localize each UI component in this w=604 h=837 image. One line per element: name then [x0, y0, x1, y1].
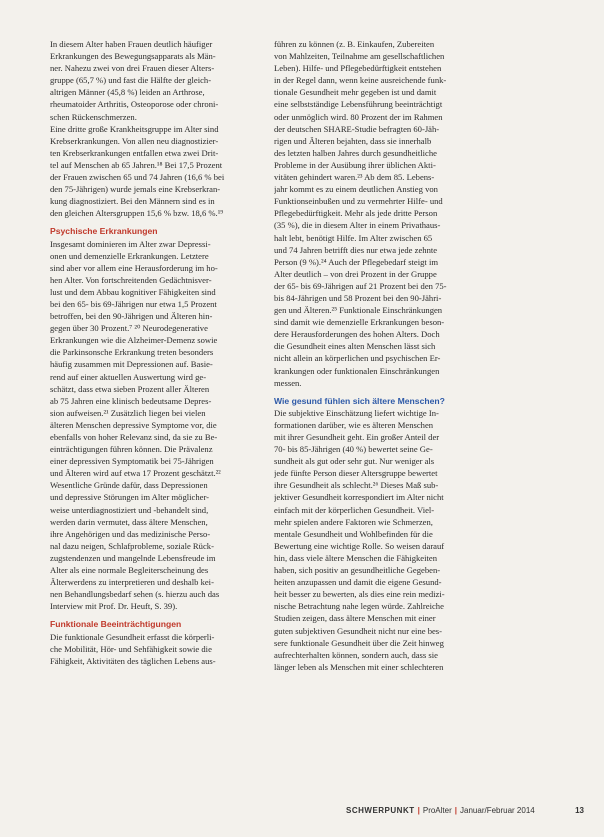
- body-text-line: Studien zeigen, dass ältere Menschen mit einer: [274, 613, 436, 624]
- body-text-line: In diesem Alter haben Frauen deutlich häufiger: [50, 39, 213, 49]
- body-text-line: vitäten gehindert waren.²³ Ab dem 85. Lebens-: [274, 172, 435, 183]
- body-text-line: nicht allein an körperlichen und psychischen Er-: [274, 353, 441, 364]
- body-text-line: Erkrankungen des Bewegungsapparats als Män-: [50, 51, 216, 62]
- body-text-line: ihre Gesundheit als schlecht.²⁶ Dieses Maß sub-: [274, 480, 439, 491]
- body-text-line: bis 84-Jährigen und 58 Prozent bei den 90-Jähri-: [274, 292, 442, 303]
- body-text-line: und Älteren wird auf etwa 17 Prozent geschätzt.²²: [50, 468, 221, 479]
- body-text-line: formationen darüber, wie es älteren Menschen: [274, 419, 434, 430]
- body-text-line: che Mobilität, Hör- und Sehfähigkeit sowie die: [50, 643, 212, 654]
- right-column: [274, 38, 496, 673]
- footer-issue: Januar/Februar 2014: [460, 806, 535, 815]
- body-text-line: mentale Gesundheit und Wohlbefinden für die: [274, 528, 433, 539]
- body-text-line: betroffen, bei den 90-Jährigen und Älteren hin-: [50, 311, 213, 322]
- body-text-line: den 75-Jährigen) wurde jemals eine Krebserkran-: [50, 184, 221, 195]
- section-heading: Psychische Erkrankungen: [50, 226, 158, 237]
- body-text-line: Die subjektive Einschätzung liefert wichtige In-: [274, 407, 439, 418]
- body-text-line: onen und demenzielle Erkrankungen. Letztere: [50, 250, 209, 261]
- body-text-line: einträchtigungen führen können. Die Prävalenz: [50, 444, 213, 455]
- body-text-line: der 65- bis 69-Jährigen auf 21 Prozent bei den 75-: [274, 280, 447, 291]
- body-text-line: Pflegebedürftigkeit. Mehr als jede dritte Person: [274, 208, 438, 219]
- body-text-line: sundheit als gut oder sehr gut. Nur weniger als: [274, 456, 435, 467]
- body-text-line: werden darin vermutet, dass ältere Menschen,: [50, 516, 208, 527]
- body-text-line: einer depressiven Symptomatik bei 75-Jährigen: [50, 456, 214, 467]
- section-heading: Funktionale Beeinträchtigungen: [50, 619, 182, 630]
- body-text-line: ten Krebserkrankungen entfallen etwa zwei Drit-: [50, 147, 219, 158]
- body-text-line: die Gesundheit eines alten Menschen lässt sich: [274, 341, 436, 352]
- body-text-line: ab 75 Jahren eine klinisch bedeutsame Depres-: [50, 395, 212, 406]
- body-text-line: sind aber vor allem eine Herausforderung im ho-: [50, 262, 218, 273]
- footer-magazine: ProAlter: [422, 806, 452, 815]
- body-text-line: Probleme in der Ausübung ihrer üblichen Akti-: [274, 159, 436, 170]
- body-text-line: gruppe (65,7 %) und fast die Hälfte der gleich-: [50, 75, 212, 86]
- body-text-line: Erkrankungen wie die Alzheimer-Demenz sowie: [50, 335, 218, 346]
- body-text-line: schen Rückenschmerzen.: [50, 111, 137, 122]
- body-text-line: eine selbstständige Lebensführung beeinträchtigt: [274, 99, 443, 110]
- body-text-line: älteren Menschen depressive Symptome vor, die: [50, 419, 217, 430]
- body-text-line: dere Herausforderungen des hohen Alters. Doch: [274, 329, 440, 340]
- page-footer: [346, 806, 584, 815]
- body-text-line: länger leben als Menschen mit einer schlechteren: [274, 661, 444, 672]
- body-text-line: Person (9 %).²⁴ Auch der Pflegebedarf steigt im: [274, 256, 439, 267]
- section-heading: Wie gesund fühlen sich ältere Menschen?: [274, 395, 445, 406]
- body-text-line: Interview mit Prof. Dr. Heuft, S. 39).: [50, 601, 178, 612]
- body-text-line: in der Regel dann, wenn keine ausreichende funk-: [274, 75, 447, 86]
- body-text-line: sere funktionale Gesundheit über die Zeit hinweg: [274, 637, 444, 648]
- body-text-line: Funktionseinbußen und zu vermehrter Hilfe- und: [274, 196, 443, 207]
- footer-section: SCHWERPUNKT: [346, 806, 415, 815]
- body-text-line: und depressive Störungen im Alter möglicher-: [50, 492, 210, 503]
- body-text-line: oder unmöglich wird. 80 Prozent der im Rahmen: [274, 111, 443, 122]
- body-text-line: sion aufweisen.²¹ Zusätzlich liegen bei vielen: [50, 407, 206, 418]
- body-text-line: altrigen Männer (45,8 %) leiden an Arthrose,: [50, 87, 205, 98]
- body-text-line: 70- bis 85-Jährigen (40 %) bewertet seine Ge-: [274, 444, 433, 455]
- body-text-line: jede fünfte Person dieser Altersgruppe bewertet: [274, 468, 438, 479]
- body-text-line: schätzt, dass etwa sieben Prozent aller Älteren: [50, 383, 210, 394]
- body-text-line: rigen und Älteren bejahten, dass sie innerhalb: [274, 135, 432, 146]
- body-text-line: gegen über 30 Prozent.⁷ ²⁰ Neurodegenerative: [50, 323, 208, 334]
- body-text-line: und 74 Jahren betrifft dies nur etwa jede zehnte: [274, 244, 438, 255]
- page-number: 13: [575, 806, 584, 815]
- body-text-line: heiten anzupassen und damit die eigene Gesund-: [274, 577, 442, 588]
- body-text-line: Älterwerdens zu interpretieren und deshalb kei-: [50, 577, 214, 588]
- body-text-line: Fähigkeit, Aktivitäten des täglichen Lebens aus-: [50, 655, 216, 666]
- body-text-line: des letzten halben Jahres durch gesundheitliche: [274, 147, 437, 158]
- body-text-line: der deutschen SHARE-Studie befragten 60-Jäh-: [274, 123, 440, 134]
- body-text-line: zugstendenzen und mangelnde Lebensfreude im: [50, 552, 216, 563]
- body-text-line: ihre Angehörigen und das medizinische Perso-: [50, 528, 211, 539]
- body-text-line: Leben). Hilfe- und Pflegebedürftigkeit entstehen: [274, 63, 442, 74]
- body-text-line: bei den 65- bis 69-Jährigen nur etwa 1,5 Prozent: [50, 298, 217, 309]
- body-text-line: nische Betrachtung nahe legen würde. Zahlreiche: [274, 601, 444, 612]
- body-text-line: lust und dem Abbau kognitiver Fähigkeiten sind: [50, 286, 216, 297]
- body-text-line: sind damit wie demenzielle Erkrankungen beson-: [274, 317, 445, 328]
- body-text-line: tel auf Menschen ab 65 Jahren.¹⁸ Bei 17,5 Prozent: [50, 159, 223, 170]
- body-text-line: heit besser zu bewerten, als dies eine rein medizi-: [274, 589, 445, 600]
- body-text-line: Krebserkrankungen. Von allen neu diagnostizier-: [50, 135, 219, 146]
- body-text-line: weise unterdiagnostiziert und -behandelt sind,: [50, 504, 209, 515]
- body-text-line: Insgesamt dominieren im Alter zwar Depressi-: [50, 238, 211, 249]
- body-text-line: (35 %), die in diesem Alter in einem Privathaus-: [274, 220, 441, 231]
- body-text-line: guten subjektiven Gesundheit nicht nur eine bes-: [274, 625, 443, 636]
- body-text-line: gen und Älteren.²⁵ Funktionale Einschränkungen: [274, 305, 443, 316]
- body-text-line: nen Behandlungsbedarf sehen (s. hierzu auch das: [50, 589, 220, 600]
- body-text-line: Alter als eine normale Begleiterscheinung des: [50, 565, 209, 576]
- left-column: [50, 38, 272, 667]
- footer-separator-2: |: [454, 806, 458, 815]
- body-text-line: von Mahlzeiten, Teilnahme am gesellschaftlichen: [274, 51, 445, 62]
- body-text-line: Eine dritte große Krankheitsgruppe im Alter sind: [50, 123, 219, 134]
- body-text-line: häufig zusammen mit Depressionen auf. Basie-: [50, 359, 213, 370]
- body-text-line: krankungen oder funktionalen Einschränkungen: [274, 365, 440, 376]
- body-text-line: einfach mit der körperlichen Gesundheit. Viel-: [274, 504, 435, 515]
- body-text-line: mehr spielen andere Faktoren wie Schmerzen,: [274, 516, 433, 527]
- body-text-line: ner. Nahezu zwei von drei Frauen dieser Alters-: [50, 63, 215, 74]
- body-text-line: messen.: [274, 377, 302, 388]
- body-text-line: aufrechterhalten können, sondern auch, dass sie: [274, 649, 438, 660]
- body-text-line: hen Alter. Von fortschreitenden Gedächtnisver-: [50, 274, 212, 285]
- body-text-line: rend auf einer aktuellen Auswertung wird ge-: [50, 371, 207, 382]
- body-text-line: der Frauen zwischen 65 und 74 Jahren (16,6 % bei: [50, 172, 225, 183]
- body-text-line: Alter deutlich – von drei Prozent in der Gruppe: [274, 268, 437, 279]
- body-text-line: mit ihrer Gesundheit geht. Ein großer Anteil der: [274, 432, 440, 442]
- body-text-line: rheumatoider Arthritis, Osteoporose oder chroni-: [50, 99, 219, 110]
- body-text-line: kung diagnostiziert. Bei den Männern sind es in: [50, 196, 215, 207]
- body-text-line: jektiver Gesundheit korrespondiert im Alter nicht: [274, 492, 444, 503]
- body-text-line: Bewertung eine wichtige Rolle. So weisen darauf: [274, 540, 445, 551]
- body-text-line: tionale Gesundheit mehr gegeben ist und damit: [274, 87, 437, 98]
- footer-separator: |: [417, 806, 420, 815]
- body-text-line: Die funktionale Gesundheit erfasst die körperli-: [50, 631, 215, 642]
- body-text-line: hin, dass viele ältere Menschen die Fähigkeiten: [274, 552, 437, 563]
- body-text-line: den gleichen Altersgruppen 15,6 % bzw. 18,6 %.¹⁹: [50, 208, 224, 219]
- body-text-line: jahr kommt es zu einem deutlichen Anstieg von: [274, 184, 438, 195]
- body-text-line: nal dazu neigen, Schlafprobleme, soziale Rück-: [50, 540, 214, 551]
- body-text-line: haben, sich positiv an gesundheitliche Gegeben-: [274, 565, 441, 576]
- body-text-line: halt lebt, benötigt Hilfe. Im Alter zwischen 65: [274, 232, 433, 243]
- body-text-line: ebenfalls von hoher Relevanz sind, da sie zu Be-: [50, 432, 218, 442]
- body-text-line: Wesentliche Gründe dafür, dass Depressionen: [50, 480, 208, 491]
- body-text-line: führen zu können (z. B. Einkaufen, Zubereiten: [274, 39, 435, 49]
- body-text-line: die Parkinsonsche Erkrankung treten besonders: [50, 347, 214, 358]
